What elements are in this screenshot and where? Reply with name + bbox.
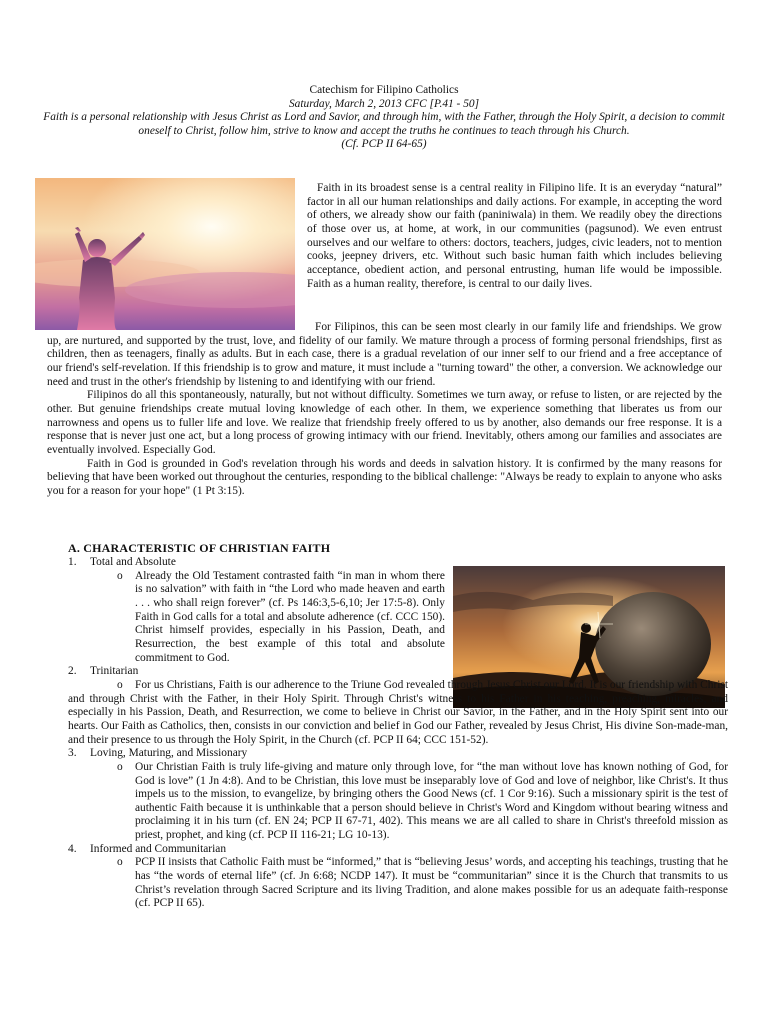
bullet-marker: o	[117, 856, 123, 869]
bullet-marker: o	[117, 569, 123, 582]
list-item-informed-communitarian: 4. Informed and Communitarian o PCP II insists that Catholic Faith must be “informed,” that is “believing Jesus’ words, and accepting his teachings, trusting that he has “the words of eternal life” (cf. Jn 6:68; NCDP 147). It must be “communitarian” since it is the Church that transmits to us Christ’s revelation through Sacred Scripture and its living Tradition, and alone makes possible for us an adequate faith-response (cf. PCP II 65).	[68, 842, 728, 910]
item-title: Informed and Communitarian	[90, 842, 227, 855]
list-item-total-absolute: 1. Total and Absolute o Already the Old Testament contrasted faith “in man in whom there is no salvation” with faith in “the Lord who made heaven and earth . . . who shall reign forever” (cf. Ps 146:3,5-6,10; Jer 17:5-8). Only Faith in God calls for a total and absolute adherence (cf. CCC 150). Christ himself provides, especially in his Passion, Death, and Resurrection, the best example of this total and absolute commitment to God.	[68, 556, 445, 664]
faith-definition: Faith is a personal relationship with Jesus Christ as Lord and Savior, and through him, with the Father, through the Holy Spirit, a decision to commit oneself to Christ, follow him, strive to know and accept the truths he continues to teach through his Church.	[43, 111, 725, 137]
list-item-trinitarian: 2. Trinitarian o For us Christians, Faith is our adherence to the Triune God revealed through Jesus Christ our Lord. It is our friendship with Christ and through Christ with the Father, in their Holy Spirit. Through Christ's witness to his Father in his teaching, preaching, miracles, and especially in his Passion, Death, and Resurrection, we come to believe in Christ our Savior, in the Father, and in the Holy Spirit sent into our hearts. Our Faith as Catholics, then, consists in our conviction and belief in God our Father, revealed by Jesus Christ, His divine Son-made-man, and their presence to us through the Holy Spirit, in the Church (cf. PCP II 64; CCC 151-52).	[68, 665, 728, 746]
characteristics-list	[68, 556, 728, 911]
paragraph-faith-in-god: Faith in God is grounded in God's revelation through his words and deeds in salvation history. It is confirmed by the many reasons for believing that have been worked out throughout the centuries, responding to the biblical challenge: "Always be ready to explain to anyone who asks you for a reason for your hope" (1 Pt 3:15).	[47, 457, 722, 497]
item-title: Trinitarian	[90, 665, 139, 678]
item-title: Total and Absolute	[90, 556, 176, 568]
paragraph-spontaneous: Filipinos do all this spontaneously, naturally, but not without difficulty. Sometimes we turn away, or refuse to listen, or are rejected by the other. But genuine friendships create mutual loving knowledge of each other. In them, we experience something that liberates us from our narrowness and opens us to fuller life and love. We realize that friendship freely offered to us by another, also demands our free response. It is a response that is never just one act, but a long process of growing intimacy with our friend. Inevitably, others among our families and associates are eventually involved. Especially God.	[47, 389, 722, 456]
definition-reference: (Cf. PCP II 64-65)	[341, 138, 427, 151]
section-heading: A. CHARACTERISTIC OF CHRISTIAN FAITH	[68, 541, 331, 555]
intro-paragraph: Faith in its broadest sense is a central reality in Filipino life. It is an everyday “natural” factor in all our human relationships and daily actions. For example, in accepting the word of others, we already show our faith (paniniwala) in them. We readily obey the directions of those over us, at home, at work, in our communities (pagsunod). We even entrust ourselves and our welfare to others: doctors, teachers, judges, civic leaders, not to mention cooks, jeepney drivers, etc. Without such basic human faith which includes believing acceptance, obedient action, and personal entrusting, human life would be impossible. Faith as a human reality, therefore, is central to our daily lives.	[307, 182, 722, 290]
paragraph-family-friendships: For Filipinos, this can be seen most clearly in our family life and friendships. We grow up, are nurtured, and supported by the trust, love, and fidelity of our family. We mature through a process of forming personal friendships, first as children, then as teenagers, finally as adults. But in each case, there is a gradual revelation of our inner self to our friend and a free acceptance of our friend's self-revelation. If this friendship is to grow and mature, it must include a "turning toward" the other, a conversion. We acknowledge our need and trust in the other's friendship by listening to and identifying with our friend.	[47, 321, 722, 388]
bullet-marker: o	[117, 678, 123, 691]
item-title: Loving, Maturing, and Missionary	[90, 747, 248, 760]
document-date: Saturday, March 2, 2013 CFC [P.41 - 50]	[288, 97, 480, 110]
raised-arms-sunset-image	[35, 178, 295, 330]
bullet-marker: o	[117, 760, 123, 773]
item-text: Already the Old Testament contrasted faith “in man in whom there is no salvation” with faith in “the Lord who made heaven and earth . . . who shall reign forever” (cf. Ps 146:3,5-6,10; Jer 17:5-8). Only Faith in God calls for a total and absolute adherence (cf. CCC 150). Christ himself provides, especially in his Passion, Death, and Resurrection, the best example of this total and absolute commitment to God.	[135, 569, 445, 664]
item-text: Our Christian Faith is truly life-giving and mature only through love, for “the man without love has known nothing of God, for God is love” (1 Jn 4:8). And to be Christian, this love must be inseparably love of God and love of neighbor, like Christ's. It thus impels us to the mission, to evangelize, by bringing others the Good News (cf. 1 Cor 9:16). Such a missionary spirit is the test of authentic Faith because it is unthinkable that a person should believe in Christ's Word and Kingdom without bearing witness and proclaiming it in his turn (cf. EN 24; PCP II 67-71, 402). This means we are all called to share in Christ's threefold mission as priest, prophet, and king (cf. PCP II 116-21; LG 10-13).	[135, 760, 728, 842]
list-item-loving-maturing: 3. Loving, Maturing, and Missionary o Our Christian Faith is truly life-giving and mature only through love, for “the man without love has known nothing of God, for God is love” (1 Jn 4:8). And to be Christian, this love must be inseparably love of God and love of neighbor, like Christ's. It thus impels us to the mission, to evangelize, by bringing others the Good News (cf. 1 Cor 9:16). Such a missionary spirit is the test of authentic Faith because it is unthinkable that a person should believe in Christ's Word and Kingdom without bearing witness and proclaiming it in his turn (cf. EN 24; PCP II 67-71, 402). This means we are all called to share in Christ's threefold mission as priest, prophet, and king (cf. PCP II 116-21; LG 10-13).	[68, 747, 728, 842]
item-text: For us Christians, Faith is our adherence to the Triune God revealed through Jesus Christ our Lord. It is our friendship with Christ and through Christ with the Father, in their Holy Spirit. Through Christ's witness to his Father in his teaching, preaching, miracles, and especially in his Passion, Death, and Resurrection, we come to believe in Christ our Savior, in the Father, and in the Holy Spirit sent into our hearts. Our Faith as Catholics, then, consists in our conviction and belief in God our Father, revealed by Jesus Christ, His divine Son-made-man, and their presence to us through the Holy Spirit, in the Church (cf. PCP II 64; CCC 151-52).	[68, 678, 728, 746]
document-header	[40, 84, 728, 152]
document-title: Catechism for Filipino Catholics	[309, 84, 459, 96]
item-text: PCP II insists that Catholic Faith must be “informed,” that is “believing Jesus’ words, and accepting his teachings, trusting that he has “the words of eternal life” (cf. Jn 6:68; NCDP 147). It must be “communitarian” since it is the Church that transmits to us Christ’s revelation through Sacred Scripture and its living Tradition, and alone makes possible for us an adequate faith-response (cf. PCP II 65).	[135, 856, 728, 910]
body-paragraphs	[47, 321, 722, 499]
